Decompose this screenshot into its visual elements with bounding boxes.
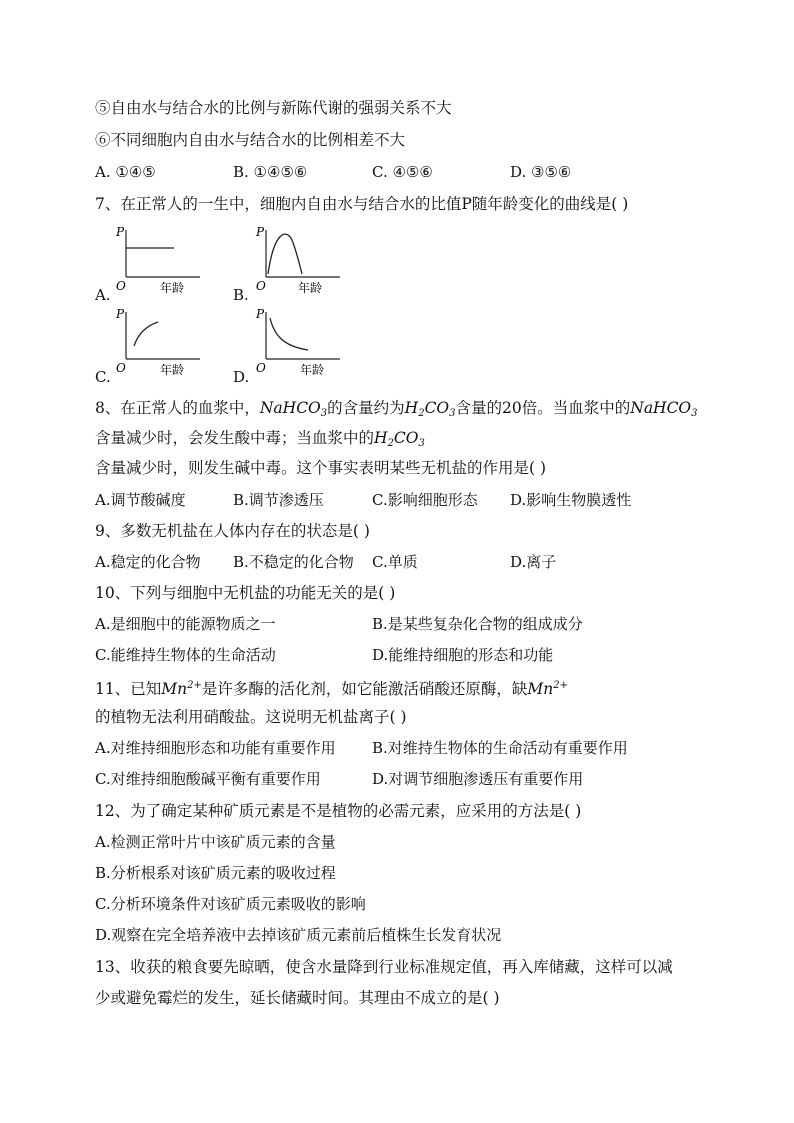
q8-text: 8、在正常人的血浆中， — [95, 399, 260, 417]
graph-c-curve — [134, 322, 158, 346]
graph-d-y-label: P — [256, 307, 265, 321]
q9-stem: 9、多数无机盐在人体内存在的状态是( ) — [95, 522, 370, 540]
q8-option-d[interactable]: D.影响生物膜透性 — [510, 491, 632, 509]
q9-option-b[interactable]: B.不稳定的化合物 — [233, 553, 354, 571]
q7-graph-b[interactable] — [252, 222, 352, 300]
nahco3-formula: NaHCO$_3$ — [630, 399, 698, 419]
q12-option-d[interactable]: D.观察在完全培养液中去掉该矿质元素前后植株生长发育状况 — [95, 926, 502, 944]
q6-option-b[interactable]: B. ①④⑤⑥ — [233, 163, 308, 181]
q7-option-a-label[interactable]: A. — [95, 286, 111, 304]
q11-stem-line2: 的植物无法利用硝酸盐。这说明无机盐离子( ) — [95, 708, 407, 726]
nahco3-formula: NaHCO$_3$ — [259, 399, 328, 419]
q8-stem-line3: 含量减少时，则发生碱中毒。这个事实表明某些无机盐的作用是( ) — [95, 459, 547, 477]
q7-stem: 7、在正常人的一生中，细胞内自由水与结合水的比值P随年龄变化的曲线是( ) — [95, 195, 629, 213]
graph-d-curve — [270, 318, 308, 350]
q9-option-c[interactable]: C.单质 — [372, 553, 418, 571]
h2co3-formula: $H_2CO_3$ — [374, 429, 425, 449]
q11-text: 是许多酶的活化剂，如它能激活硝酸还原酶，缺 — [201, 680, 528, 698]
q7-graph-d[interactable] — [252, 304, 352, 382]
q10-option-a[interactable]: A.是细胞中的能源物质之一 — [95, 615, 276, 633]
graph-a-y-label: P — [116, 225, 125, 239]
q9-option-a[interactable]: A.稳定的化合物 — [95, 553, 201, 571]
graph-a-origin: O — [116, 279, 126, 293]
q8-text: 含量的20倍。当血浆中的 — [455, 399, 631, 417]
graph-b-x-label: 年龄 — [298, 281, 323, 295]
q10-option-d[interactable]: D.能维持细胞的形态和功能 — [372, 646, 554, 664]
q10-option-b[interactable]: B.是某些复杂化合物的组成成分 — [372, 615, 583, 633]
q12-option-a[interactable]: A.检测正常叶片中该矿质元素的含量 — [95, 833, 336, 851]
graph-c-x-label: 年龄 — [160, 363, 185, 377]
q13-stem-line1: 13、收获的粮食要先晾晒，使含水量降到行业标准规定值，再入库储藏，这样可以减 — [95, 958, 673, 976]
q11-stem-line1 — [95, 676, 568, 699]
graph-d-origin: O — [256, 361, 266, 375]
q7-graph-c[interactable] — [112, 304, 212, 382]
q12-option-c[interactable]: C.分析环境条件对该矿质元素吸收的影响 — [95, 895, 366, 913]
mn-ion: $Mn^{2+}$ — [527, 680, 568, 698]
q13-stem-line2: 少或避免霉烂的发生，延长储藏时间。其理由不成立的是( ) — [95, 989, 500, 1007]
q12-option-b[interactable]: B.分析根系对该矿质元素的吸收过程 — [95, 864, 336, 882]
q8-option-b[interactable]: B.调节渗透压 — [233, 491, 324, 509]
q11-option-b[interactable]: B.对维持生物体的生命活动有重要作用 — [372, 739, 628, 757]
graph-b-origin: O — [256, 279, 266, 293]
graph-b-y-label: P — [256, 225, 265, 239]
q8-stem-line2 — [95, 428, 425, 454]
graph-c-y-label: P — [116, 307, 125, 321]
graph-a-x-label: 年龄 — [160, 281, 185, 295]
q12-stem: 12、为了确定某种矿质元素是不是植物的必需元素，应采用的方法是( ) — [95, 802, 582, 820]
q8-option-a[interactable]: A.调节酸碱度 — [95, 491, 186, 509]
q6-item-5: ⑤自由水与结合水的比例与新陈代谢的强弱关系不大 — [95, 99, 452, 117]
q7-option-b-label[interactable]: B. — [233, 286, 249, 304]
q8-text: 含量减少时，会发生酸中毒；当血浆中的 — [95, 429, 375, 447]
q10-stem: 10、下列与细胞中无机盐的功能无关的是( ) — [95, 584, 396, 602]
q11-option-c[interactable]: C.对维持细胞酸碱平衡有重要作用 — [95, 770, 321, 788]
q8-option-c[interactable]: C.影响细胞形态 — [372, 491, 478, 509]
q11-text: 11、已知 — [95, 680, 162, 698]
graph-b-curve — [268, 234, 302, 274]
q10-option-c[interactable]: C.能维持生物体的生命活动 — [95, 646, 276, 664]
q6-option-a[interactable]: A. ①④⑤ — [95, 163, 156, 181]
q6-option-d[interactable]: D. ③⑤⑥ — [510, 163, 572, 181]
q7-graph-a[interactable] — [112, 222, 212, 300]
q6-item-6: ⑥不同细胞内自由水与结合水的比例相差不大 — [95, 131, 406, 149]
q7-option-d-label[interactable]: D. — [233, 368, 250, 386]
q11-option-a[interactable]: A.对维持细胞形态和功能有重要作用 — [95, 739, 336, 757]
graph-d-x-label: 年龄 — [300, 363, 325, 377]
q8-stem-line1 — [95, 398, 698, 424]
mn-ion: $Mn^{2+}$ — [161, 680, 202, 698]
graph-c-origin: O — [116, 361, 126, 375]
q8-text: 的含量约为 — [327, 399, 405, 417]
q7-option-c-label[interactable]: C. — [95, 368, 111, 386]
q9-option-d[interactable]: D.离子 — [510, 553, 557, 571]
h2co3-formula: $H_2CO_3$ — [404, 399, 456, 419]
q6-option-c[interactable]: C. ④⑤⑥ — [372, 163, 433, 181]
q11-option-d[interactable]: D.对调节细胞渗透压有重要作用 — [372, 770, 584, 788]
